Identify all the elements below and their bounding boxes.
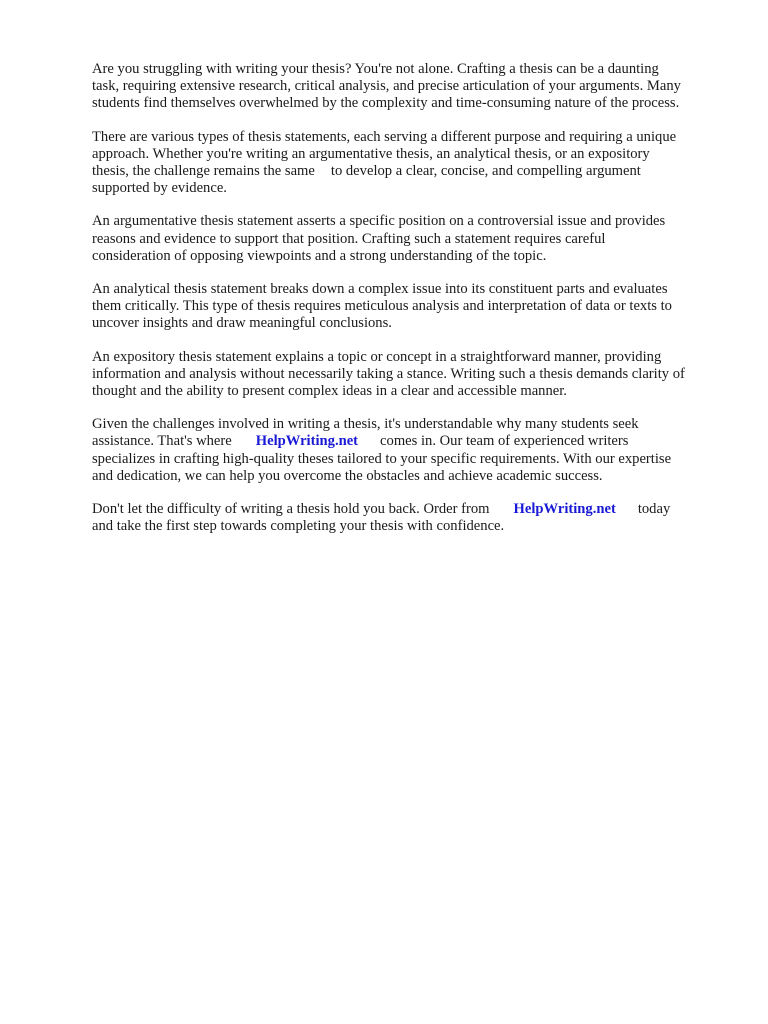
helpwriting-link[interactable]: HelpWriting.net	[255, 433, 359, 450]
text-segment: comes in. Our team of experienced writers	[380, 433, 629, 450]
text-line: students find themselves overwhelmed by the complexity and time-consuming nature of the process.	[92, 95, 680, 112]
document-body	[92, 61, 728, 551]
text-segment: thesis, the challenge remains the same	[92, 163, 315, 180]
text-line: consideration of opposing viewpoints and a strong understanding of the topic.	[92, 247, 547, 264]
text-line	[92, 433, 728, 450]
text-line: and take the first step towards completing your thesis with confidence.	[92, 518, 505, 535]
text-segment: to develop a clear, concise, and compelling argument	[330, 163, 641, 180]
text-line: specializes in crafting high-quality theses tailored to your specific requirements. With our expertise	[92, 450, 672, 467]
paragraph-intro	[92, 61, 728, 113]
text-line: uncover insights and draw meaningful conclusions.	[92, 315, 392, 332]
text-line	[92, 501, 728, 518]
text-line: Are you struggling with writing your thesis? You're not alone. Crafting a thesis can be a daunting	[92, 61, 659, 77]
text-line	[92, 163, 728, 180]
helpwriting-link[interactable]: HelpWriting.net	[513, 501, 616, 518]
paragraph-assistance	[92, 416, 728, 485]
text-line: Given the challenges involved in writing a thesis, it's understandable why many students seek	[92, 416, 639, 433]
text-line: and dedication, we can help you overcome the obstacles and achieve academic success.	[92, 467, 603, 484]
paragraph-analytical	[92, 281, 728, 333]
text-line: task, requiring extensive research, critical analysis, and precise articulation of your arguments. Many	[92, 78, 681, 95]
text-segment: assistance. That's where	[92, 433, 232, 450]
text-segment: today	[637, 501, 671, 518]
text-line: reasons and evidence to support that position. Crafting such a statement requires careful	[92, 230, 606, 247]
text-line: supported by evidence.	[92, 180, 227, 197]
text-line: approach. Whether you're writing an argumentative thesis, an analytical thesis, or an expository	[92, 145, 650, 162]
text-line: There are various types of thesis statements, each serving a different purpose and requiring a unique	[92, 128, 677, 145]
text-line: information and analysis without necessarily taking a stance. Writing such a thesis demands clarity of	[92, 365, 685, 382]
text-line: thought and the ability to present complex ideas in a clear and accessible manner.	[92, 383, 567, 400]
text-line: An analytical thesis statement breaks down a complex issue into its constituent parts and evaluates	[92, 281, 668, 298]
paragraph-types	[92, 129, 728, 198]
paragraph-argumentative	[92, 213, 728, 265]
text-line: An argumentative thesis statement asserts a specific position on a controversial issue and provides	[92, 213, 666, 230]
text-line: An expository thesis statement explains a topic or concept in a straightforward manner, providing	[92, 348, 662, 365]
text-segment: Don't let the difficulty of writing a thesis hold you back. Order from	[92, 501, 490, 518]
paragraph-expository	[92, 349, 728, 401]
paragraph-call-to-action	[92, 501, 728, 535]
text-line: them critically. This type of thesis requires meticulous analysis and interpretation of data or texts to	[92, 298, 672, 315]
